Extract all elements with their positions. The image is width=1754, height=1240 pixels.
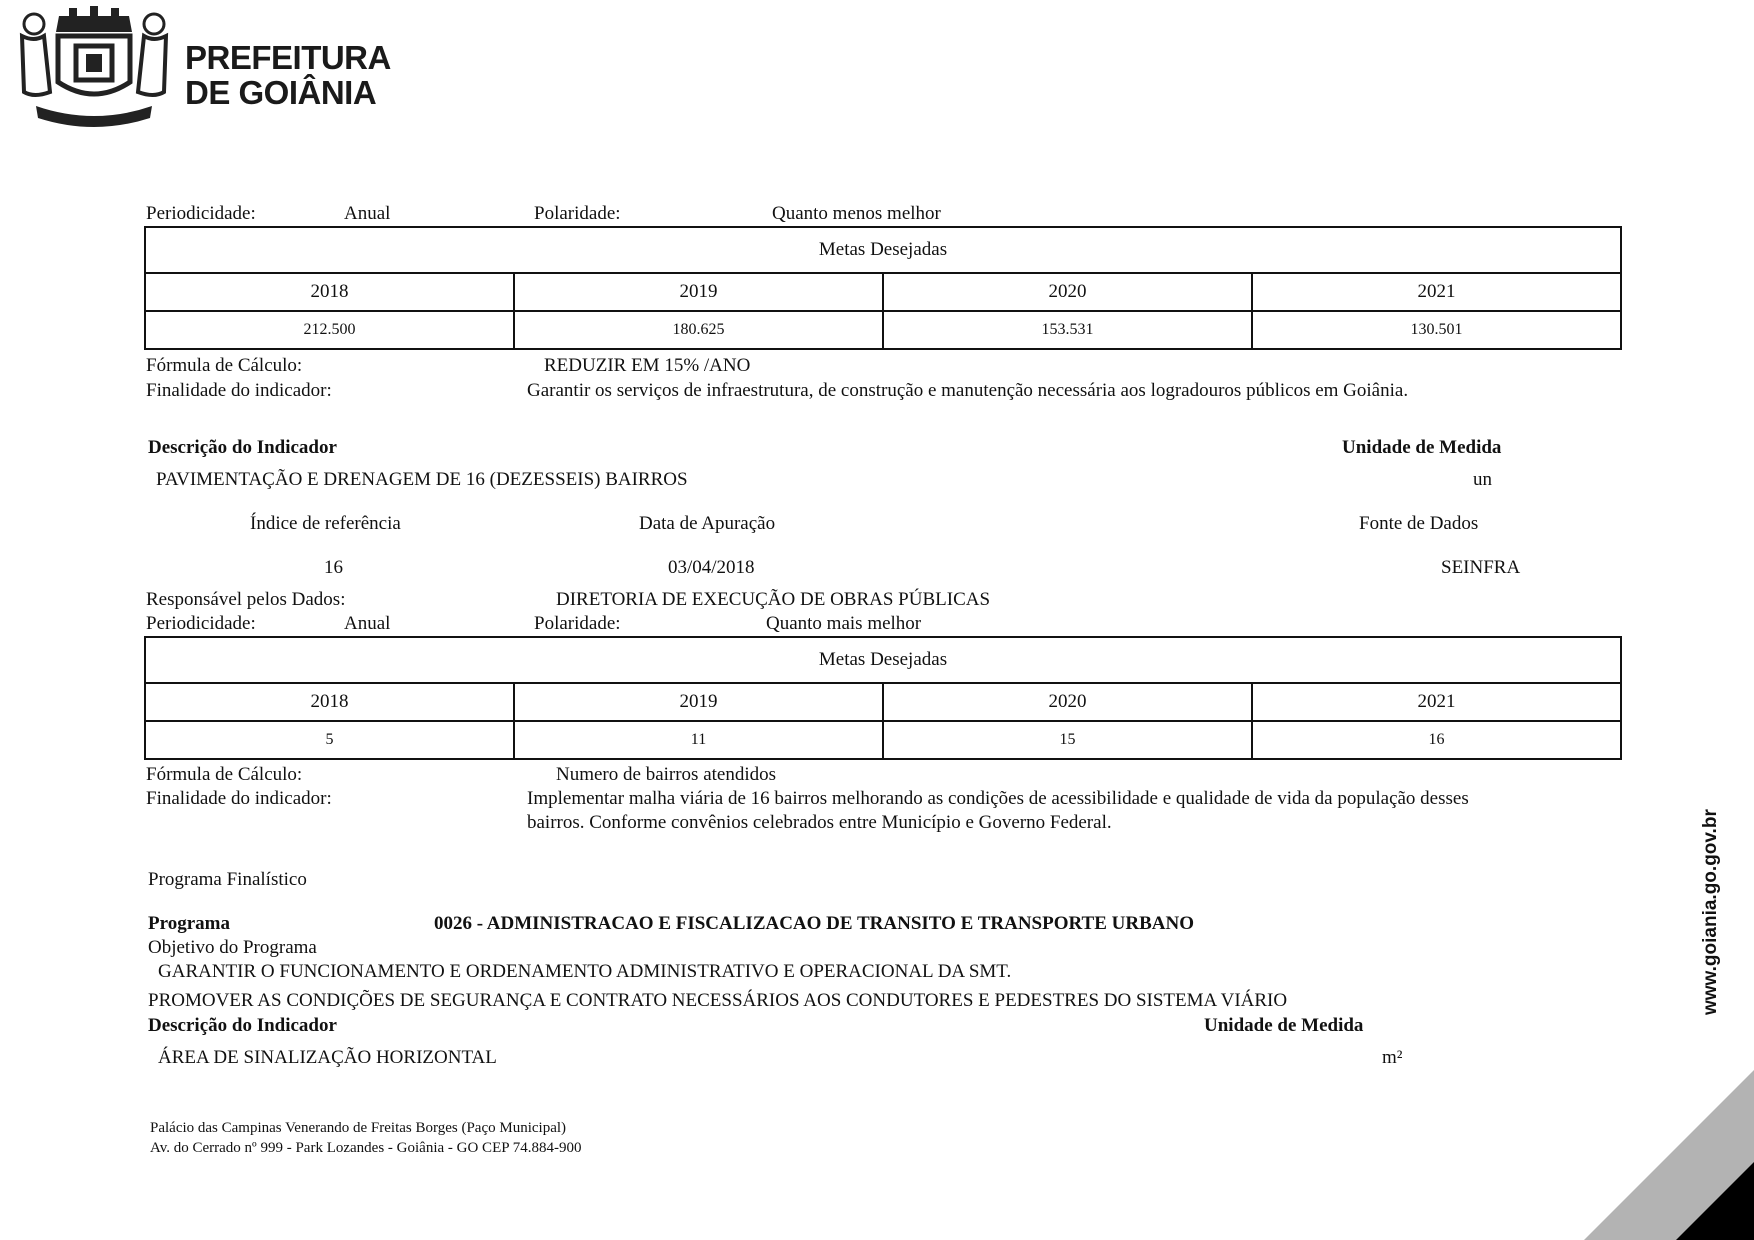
metas-title: Metas Desejadas [145,227,1621,273]
objetivo-label: Objetivo do Programa [148,937,317,958]
indice-label: Índice de referência [250,513,401,534]
side-url: www.goiania.go.gov.br [1700,809,1721,1015]
footer-address-line1: Palácio das Campinas Venerando de Freitas Borges (Paço Municipal) [150,1120,567,1136]
formula-value: Numero de bairros atendidos [556,764,777,785]
meta-year: 2021 [1252,273,1621,311]
unidade-value: m² [1382,1047,1403,1068]
unidade-value: un [1473,469,1492,490]
programa-label: Programa [148,913,230,934]
periodicidade-value: Anual [344,613,391,634]
fonte-value: SEINFRA [1441,557,1521,578]
responsavel-label: Responsável pelos Dados: [146,589,346,610]
meta-year: 2018 [145,683,514,721]
polaridade-label: Polaridade: [534,613,621,634]
meta-year: 2021 [1252,683,1621,721]
meta-value: 153.531 [883,311,1252,349]
footer-address-line2: Av. do Cerrado nº 999 - Park Lozandes - Goiânia - GO CEP 74.884-900 [150,1140,582,1156]
meta-year: 2018 [145,273,514,311]
formula-value: REDUZIR EM 15% /ANO [544,355,751,376]
programa-value: 0026 - ADMINISTRACAO E FISCALIZACAO DE TRANSITO E TRANSPORTE URBANO [434,913,1194,934]
finalidade-label: Finalidade do indicador: [146,788,332,809]
responsavel-value: DIRETORIA DE EXECUÇÃO DE OBRAS PÚBLICAS [556,589,991,610]
polaridade-value: Quanto menos melhor [772,203,941,224]
objetivo-line2: PROMOVER AS CONDIÇÕES DE SEGURANÇA E CONTRATO NECESSÁRIOS AOS CONDUTORES E PEDESTRES DO SISTEMA VIÁRIO [148,990,1288,1011]
meta-year: 2020 [883,683,1252,721]
meta-value: 180.625 [514,311,883,349]
data-apuracao-label: Data de Apuração [639,513,776,534]
meta-year: 2019 [514,273,883,311]
meta-year: 2019 [514,683,883,721]
periodicidade-value: Anual [344,203,391,224]
descricao-value: ÁREA DE SINALIZAÇÃO HORIZONTAL [158,1047,497,1068]
meta-value: 130.501 [1252,311,1621,349]
formula-label: Fórmula de Cálculo: [146,764,303,785]
descricao-value: PAVIMENTAÇÃO E DRENAGEM DE 16 (DEZESSEIS) BAIRROS [156,469,688,490]
programa-finalistico-heading: Programa Finalístico [148,869,307,890]
coat-of-arms-icon [14,2,174,130]
meta-value: 11 [514,721,883,759]
descricao-label: Descrição do Indicador [148,1015,337,1036]
formula-label: Fórmula de Cálculo: [146,355,303,376]
org-name [185,40,391,110]
finalidade-line1: Implementar malha viária de 16 bairros melhorando as condições de acessibilidade e qualidade de vida da população desses [527,788,1469,809]
org-name-line1: PREFEITURA [185,39,391,76]
meta-value: 5 [145,721,514,759]
unidade-label: Unidade de Medida [1342,437,1502,458]
meta-value: 212.500 [145,311,514,349]
objetivo-line1: GARANTIR O FUNCIONAMENTO E ORDENAMENTO ADMINISTRATIVO E OPERACIONAL DA SMT. [158,961,1012,982]
periodicidade-label: Periodicidade: [146,613,256,634]
descricao-label: Descrição do Indicador [148,437,337,458]
data-apuracao-value: 03/04/2018 [668,557,755,578]
finalidade-line2: bairros. Conforme convênios celebrados entre Município e Governo Federal. [527,812,1112,833]
meta-value: 16 [1252,721,1621,759]
meta-value: 15 [883,721,1252,759]
periodicidade-label: Periodicidade: [146,203,256,224]
finalidade-label: Finalidade do indicador: [146,380,332,401]
metas-table-1 [144,226,1622,350]
polaridade-value: Quanto mais melhor [766,613,922,634]
metas-title: Metas Desejadas [145,637,1621,683]
org-name-line2: DE GOIÂNIA [185,74,377,111]
indice-value: 16 [324,557,343,578]
finalidade-value: Garantir os serviços de infraestrutura, de construção e manutenção necessária aos logradouros públicos em Goiânia. [527,380,1409,401]
polaridade-label: Polaridade: [534,203,621,224]
metas-table-2 [144,636,1622,760]
corner-triangle-icon [1584,1070,1754,1240]
unidade-label: Unidade de Medida [1204,1015,1364,1036]
meta-year: 2020 [883,273,1252,311]
fonte-label: Fonte de Dados [1359,513,1479,534]
